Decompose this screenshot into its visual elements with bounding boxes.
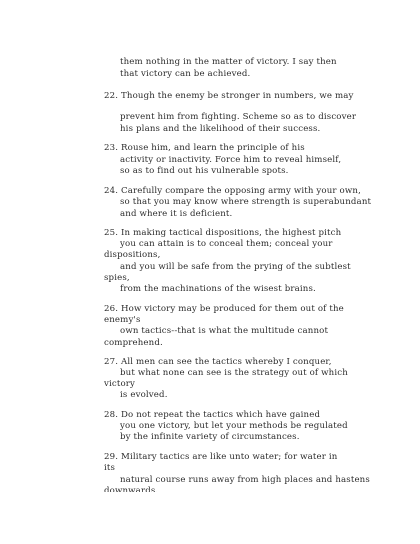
text-line: but what none can see is the strategy out of which (120, 368, 348, 378)
paragraph-23-first-line: 23. Rouse him, and learn the principle of his (104, 143, 305, 153)
paragraph-27-first-line: 27. All men can see the tactics whereby I conquer, (104, 357, 332, 367)
text-line: natural course runs away from high places and hastens (120, 475, 370, 485)
text-line: and where it is deficient. (120, 209, 233, 219)
text-line-clipped: downwards. (104, 486, 159, 492)
text-line: from the machinations of the wisest brains. (120, 284, 316, 294)
paragraph-26-first-line: 26. How victory may be produced for them out of the (104, 304, 344, 314)
text-line: them nothing in the matter of victory. I say then (120, 57, 337, 67)
text-line: you one victory, but let your methods be regulated (120, 421, 348, 431)
text-line: dispositions, (104, 250, 161, 260)
text-line: you can attain is to conceal them; conceal your (120, 239, 333, 249)
paragraph-29-first-line: 29. Military tactics are like unto water; for water in (104, 452, 338, 462)
text-line: spies, (104, 273, 130, 283)
text-line: that victory can be achieved. (120, 69, 251, 79)
text-line: own tactics--that is what the multitude cannot (120, 326, 329, 336)
paragraph-22-first-line: 22. Though the enemy be stronger in numbers, we may (104, 91, 354, 101)
text-line: his plans and the likelihood of their success. (120, 124, 321, 134)
text-line: by the infinite variety of circumstances. (120, 432, 300, 442)
text-line: activity or inactivity. Force him to reveal himself, (120, 155, 342, 165)
text-line: so that you may know where strength is superabundant (120, 197, 372, 207)
text-line: is evolved. (120, 390, 168, 400)
paragraph-24-first-line: 24. Carefully compare the opposing army with your own, (104, 186, 361, 196)
text-line: prevent him from fighting. Scheme so as to discover (120, 112, 357, 122)
text-line: enemy's (104, 315, 141, 325)
text-line: comprehend. (104, 338, 163, 348)
text-line: victory (104, 379, 136, 389)
text-line: its (104, 463, 116, 473)
text-line: and you will be safe from the prying of the subtlest (120, 262, 351, 272)
paragraph-28-first-line: 28. Do not repeat the tactics which have gained (104, 410, 321, 420)
paragraph-25-first-line: 25. In making tactical dispositions, the highest pitch (104, 228, 342, 238)
text-line: so as to find out his vulnerable spots. (120, 166, 289, 176)
